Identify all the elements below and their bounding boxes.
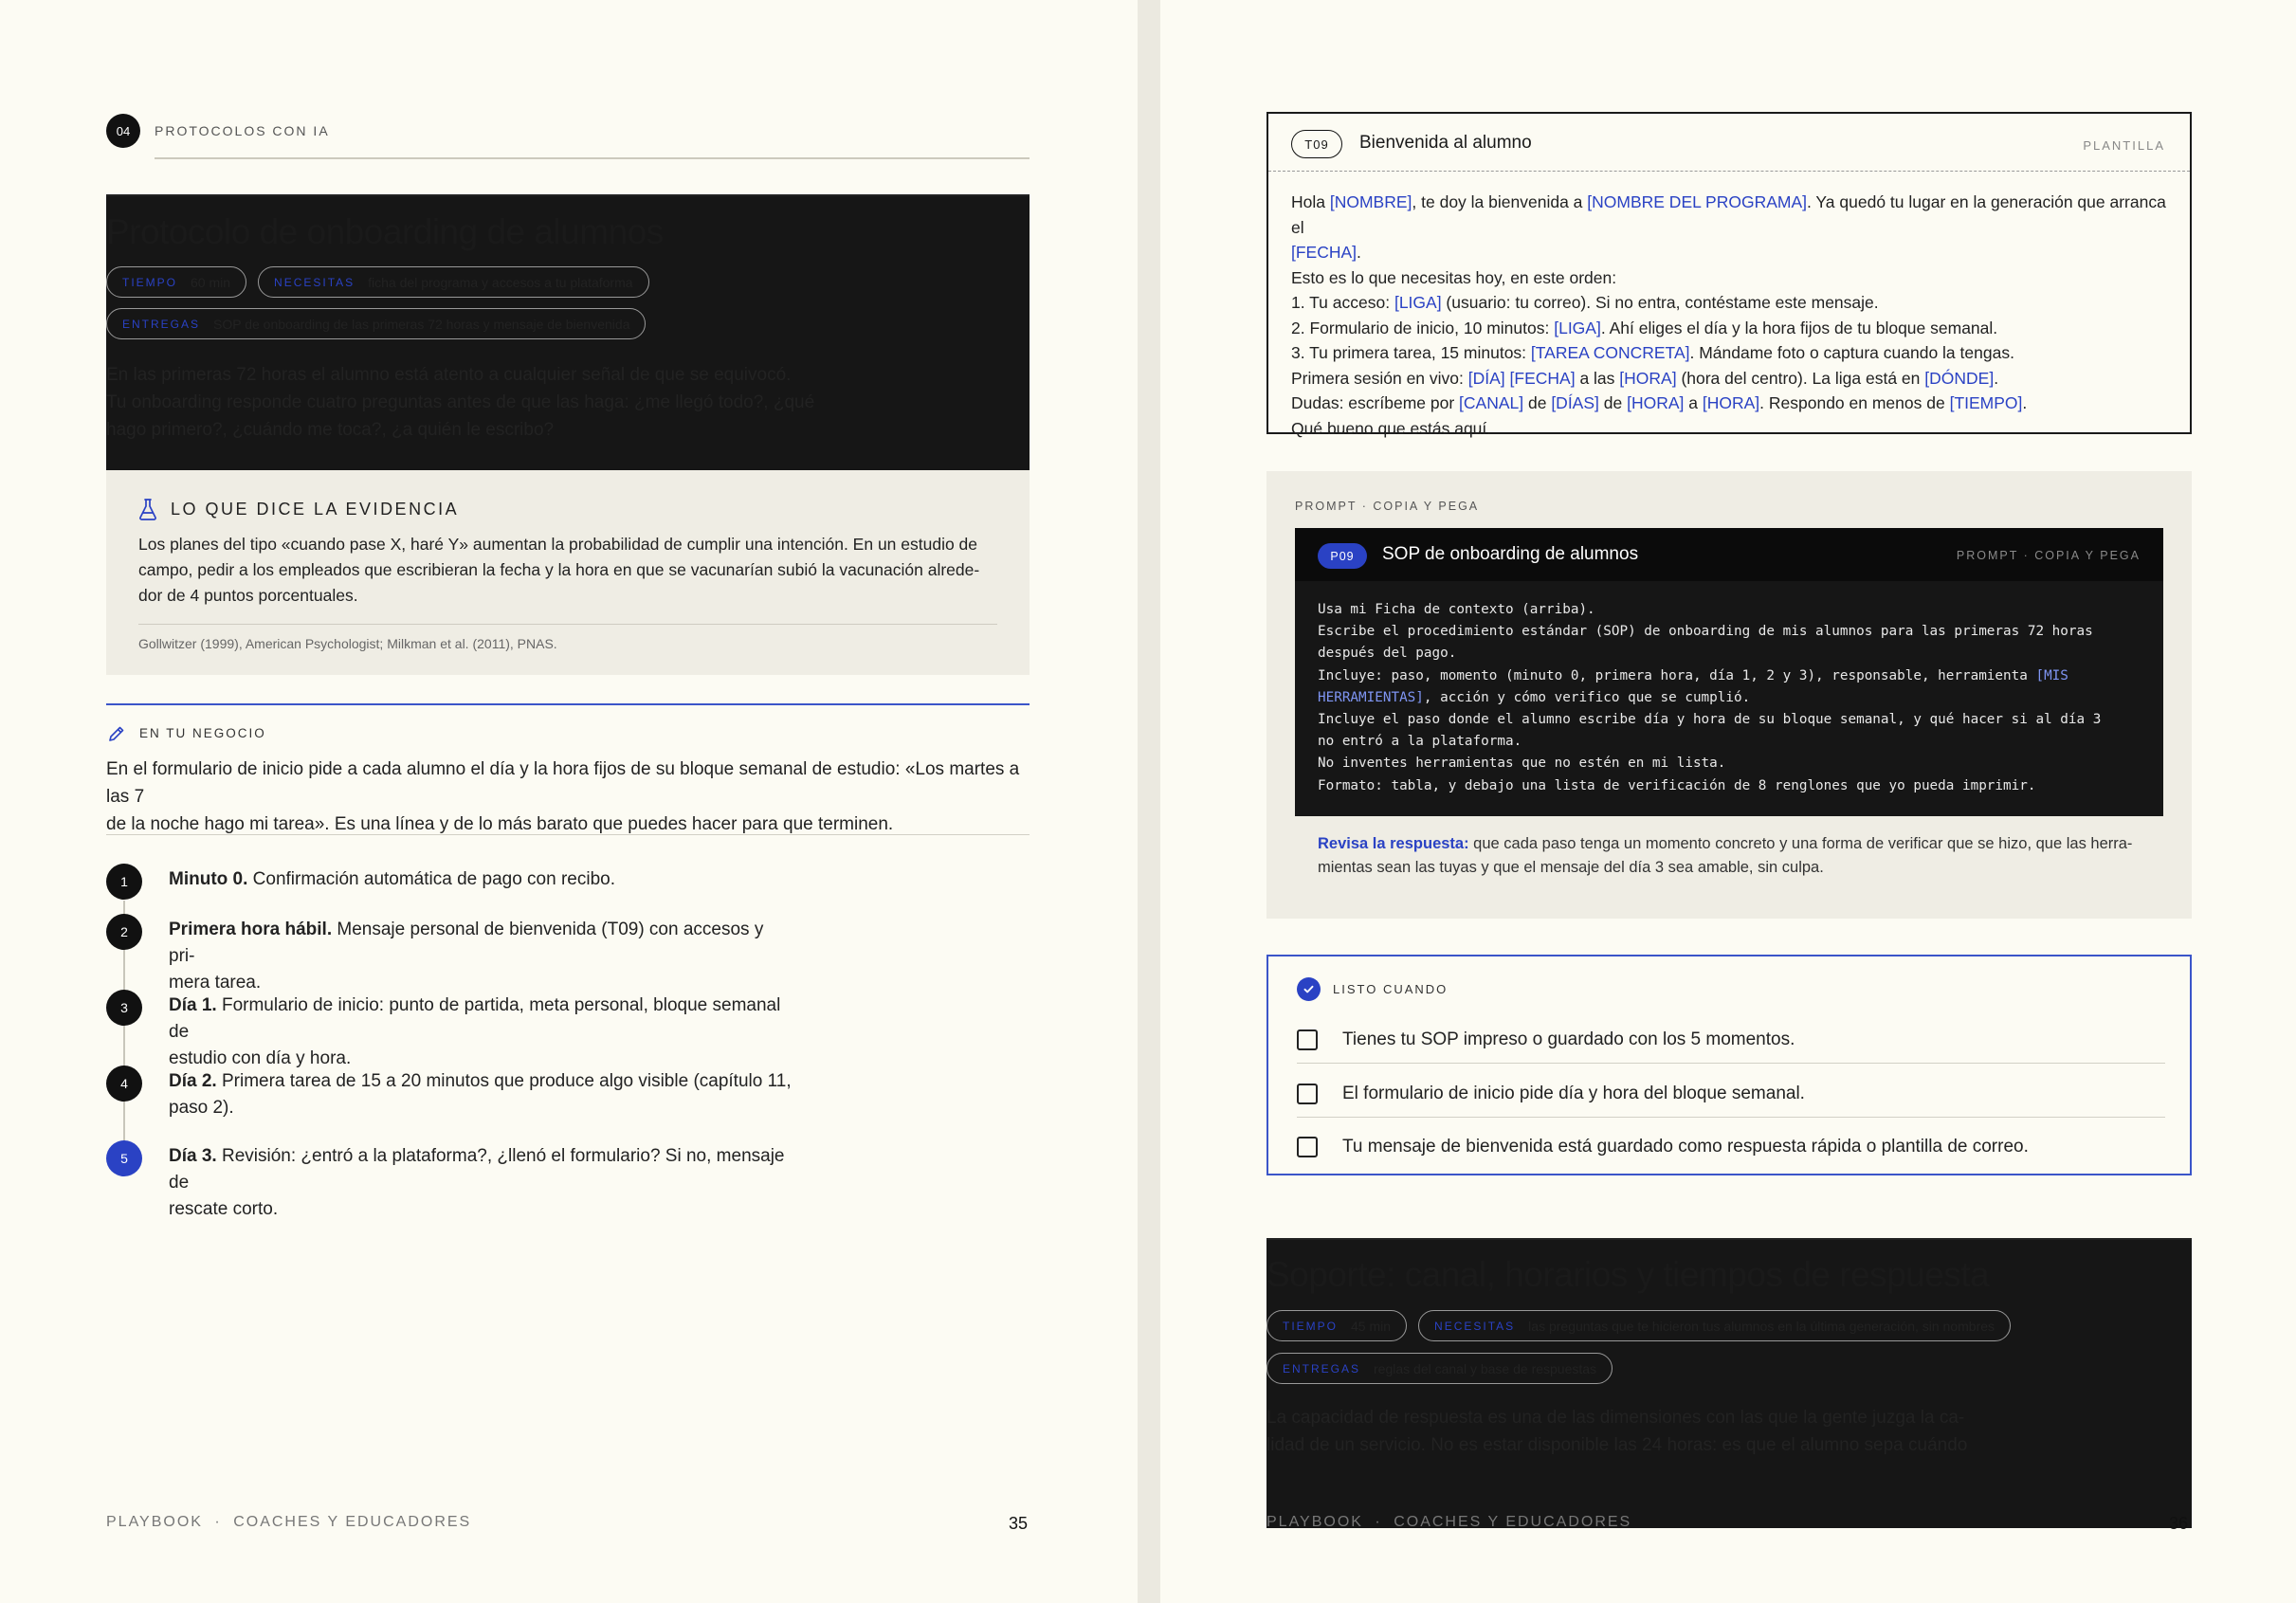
placeholder: [MIS	[2035, 667, 2068, 683]
page-number: 35	[1009, 1514, 1029, 1533]
template-title: Bienvenida al alumno	[1359, 133, 1532, 153]
placeholder: [FECHA]	[1291, 243, 1358, 262]
left-page	[0, 0, 1138, 1603]
chip-key: ENTREGAS	[122, 317, 201, 331]
chip-row-1	[106, 266, 649, 298]
text-run: Usa mi Ficha de contexto (arriba).	[1318, 602, 1595, 617]
text-run: Esto es lo que necesitas hoy, en este orden:	[1291, 267, 1617, 287]
intro-line: En las primeras 72 horas el alumno está atento a cualquier señal de que se equivocó.	[106, 365, 792, 385]
prompt-header	[1295, 528, 2163, 581]
placeholder: [FECHA]	[1509, 368, 1576, 388]
checklist-item-label: Tu mensaje de bienvenida está guardado como respuesta rápida o plantilla de correo.	[1342, 1137, 2029, 1157]
step-number: 1	[106, 864, 142, 900]
placeholder: [HORA]	[1627, 393, 1685, 412]
text-run: 1. Tu acceso:	[1291, 293, 1394, 312]
review-line: mientas sean las tuyas y que el mensaje del día 3 sea amable, sin culpa.	[1318, 859, 1824, 876]
flask-icon	[138, 498, 157, 520]
step-line: mera tarea.	[169, 973, 262, 993]
template-line	[1291, 290, 2182, 316]
step-bold: Primera hora hábil.	[169, 920, 333, 939]
evidence-box	[106, 470, 1030, 675]
step-text	[169, 990, 794, 1072]
text-run: de	[1598, 393, 1628, 412]
step-item	[106, 1140, 794, 1223]
text-run: .	[1357, 243, 1361, 262]
step-line: Mensaje personal de bienvenida (T09) con accesos y pri-	[169, 920, 764, 966]
text-run: no entró a la plataforma.	[1318, 734, 1522, 750]
page-number: 36	[2169, 1514, 2189, 1533]
section-intro-line: lidad de un servicio. No es estar disponible las 24 horas: es que el alumno sepa cuándo	[1266, 1435, 1968, 1455]
placeholder: [HORA]	[1619, 368, 1677, 388]
prompt-body[interactable]	[1318, 599, 2152, 797]
chip-value: las preguntas que te hicieron tus alumnos en la última generación, sin nombres	[1528, 1318, 1995, 1334]
prompt-line	[1318, 665, 2152, 687]
right-page	[1160, 0, 2296, 1603]
prompt-card	[1295, 528, 2163, 816]
chip-key: TIEMPO	[122, 275, 178, 289]
intro-line: hago primero?, ¿cuándo me toca?, ¿a quién le escribo?	[106, 420, 555, 440]
step-bold: Día 2.	[169, 1071, 217, 1091]
checklist-item[interactable]	[1297, 1013, 2165, 1066]
text-run: 3. Tu primera tarea, 15 minutos:	[1291, 343, 1531, 362]
step-line: Primera tarea de 15 a 20 minutos que produce algo visible (capítulo 11,	[216, 1071, 792, 1091]
text-run: No inventes herramientas que no estén en mi lista.	[1318, 756, 1726, 772]
placeholder: [DÓNDE]	[1924, 368, 1995, 388]
step-item	[106, 864, 794, 900]
placeholder: [TAREA CONCRETA]	[1530, 343, 1690, 362]
footer-sep: ·	[1375, 1514, 1382, 1530]
footer-left	[1266, 1514, 1631, 1531]
template-line	[1291, 366, 2182, 392]
step-item	[106, 914, 794, 996]
checklist-label: LISTO CUANDO	[1333, 982, 1449, 996]
chip-entregas	[1266, 1353, 1613, 1384]
chip-necesitas	[258, 266, 649, 298]
checkbox[interactable]	[1297, 1137, 1318, 1157]
checklist-divider	[1297, 1063, 2165, 1064]
ready-checklist	[1266, 955, 2192, 1175]
footer-brand: PLAYBOOK	[106, 1514, 203, 1530]
placeholder: [HORA]	[1702, 393, 1760, 412]
chip-value: 45 min	[1351, 1318, 1392, 1334]
step-line: estudio con día y hora.	[169, 1048, 352, 1068]
checklist-item-label: Tienes tu SOP impreso o guardado con los 5 momentos.	[1342, 1029, 1795, 1049]
section-chip-row-1	[1266, 1310, 2011, 1341]
text-run: Hola	[1291, 192, 1330, 211]
prompt-panel-label: PROMPT · COPIA Y PEGA	[1295, 500, 1480, 513]
business-line: En el formulario de inicio pide a cada alumno el día y la hora fijos de su bloque semanal de estudio: «Los martes a las 7	[106, 759, 1020, 807]
placeholder: [LIGA]	[1394, 293, 1442, 312]
step-line: paso 2).	[169, 1098, 234, 1118]
step-bold: Minuto 0.	[169, 869, 248, 889]
checklist-item-label: El formulario de inicio pide día y hora del bloque semanal.	[1342, 1084, 1805, 1103]
text-run: .	[2022, 393, 2028, 412]
checklist-item[interactable]	[1297, 1067, 2165, 1120]
checkbox[interactable]	[1297, 1084, 1318, 1104]
template-body	[1291, 190, 2182, 441]
chapter-rule	[155, 157, 1030, 159]
footer-section: COACHES Y EDUCADORES	[1394, 1514, 1632, 1530]
text-run: después del pago.	[1318, 646, 1457, 662]
prompt-panel	[1266, 471, 2192, 919]
text-run: . Ya quedó tu lugar en la generación que arranca el	[1291, 192, 2166, 237]
template-line	[1291, 316, 2182, 341]
pencil-icon	[108, 725, 125, 742]
evidence-body	[138, 532, 1011, 609]
section-intro-line: La capacidad de respuesta es una de las dimensiones con las que la gente juzga la ca-	[1266, 1408, 1965, 1428]
step-item	[106, 990, 794, 1072]
placeholder: HERRAMIENTAS]	[1318, 689, 1424, 705]
evidence-title: LO QUE DICE LA EVIDENCIA	[171, 500, 460, 519]
intro-paragraph	[106, 361, 959, 444]
checkbox[interactable]	[1297, 1029, 1318, 1050]
step-text	[169, 914, 794, 996]
placeholder: [DÍAS]	[1551, 393, 1599, 412]
review-label: Revisa la respuesta:	[1318, 835, 1469, 852]
placeholder: [LIGA]	[1554, 318, 1601, 337]
business-rule	[106, 703, 1030, 705]
business-label: EN TU NEGOCIO	[139, 726, 266, 740]
prompt-code-badge: P09	[1318, 543, 1367, 569]
chip-row-2	[106, 308, 646, 339]
chapter-number-badge: 04	[106, 114, 140, 148]
template-card	[1266, 112, 2192, 438]
chip-key: TIEMPO	[1283, 1319, 1339, 1333]
step-number: 4	[106, 1066, 142, 1102]
text-run: Primera sesión en vivo:	[1291, 368, 1468, 388]
evidence-line: dor de 4 puntos porcentuales.	[138, 586, 358, 605]
text-run: , acción y cómo verifico que se cumplió.	[1423, 689, 1751, 705]
intro-line: Tu onboarding responde cuatro preguntas antes de que las haga: ¿me llegó todo?, ¿qué	[106, 392, 815, 412]
prompt-line	[1318, 687, 2152, 709]
footer-sep: ·	[214, 1514, 222, 1530]
chip-entregas	[106, 308, 646, 339]
text-run: (usuario: tu correo). Si no entra, contéstame este mensaje.	[1441, 293, 1879, 312]
footer-left	[106, 1514, 471, 1531]
footer-section: COACHES Y EDUCADORES	[233, 1514, 472, 1530]
prompt-line	[1318, 775, 2152, 797]
placeholder: [TIEMPO]	[1949, 393, 2023, 412]
step-item	[106, 1066, 794, 1121]
business-body	[106, 756, 1045, 838]
step-bold: Día 3.	[169, 1146, 217, 1166]
text-run: . Respondo en menos de	[1759, 393, 1950, 412]
step-text	[169, 1066, 794, 1121]
page-title: Protocolo de onboarding de alumnos	[106, 212, 664, 251]
step-line: Revisión: ¿entró a la plataforma?, ¿llenó el formulario? Si no, mensaje de	[169, 1146, 785, 1193]
section-chip-row-2	[1266, 1353, 1613, 1384]
text-run: Escribe el procedimiento estándar (SOP) de onboarding de mis alumnos para las primeras 72 horas	[1318, 624, 2093, 640]
text-run: . Ahí eliges el día y la hora fijos de tu bloque semanal.	[1600, 318, 1998, 337]
template-divider	[1268, 171, 2190, 172]
template-line	[1291, 340, 2182, 366]
template-line	[1291, 391, 2182, 416]
placeholder: [NOMBRE DEL PROGRAMA]	[1587, 192, 1808, 211]
chip-tiempo	[106, 266, 246, 298]
step-line: rescate corto.	[169, 1199, 279, 1219]
chip-value: SOP de onboarding de las primeras 72 horas y mensaje de bienvenida	[213, 316, 630, 332]
step-number: 2	[106, 914, 142, 950]
template-line	[1291, 416, 2182, 442]
prompt-line	[1318, 709, 2152, 731]
placeholder: [DÍA]	[1467, 368, 1505, 388]
prompt-line	[1318, 621, 2152, 643]
text-run: , te doy la bienvenida a	[1412, 192, 1588, 211]
step-text	[169, 864, 794, 900]
template-line	[1291, 265, 2182, 291]
text-run: Incluye: paso, momento (minuto 0, primera hora, día 1, 2 y 3), responsable, herramienta	[1318, 667, 2036, 683]
text-run: a las	[1575, 368, 1620, 388]
chip-key: NECESITAS	[1434, 1319, 1516, 1333]
text-run: a	[1684, 393, 1703, 412]
prompt-line	[1318, 731, 2152, 753]
checklist-divider	[1297, 1117, 2165, 1118]
chip-value: reglas del canal y base de respuestas	[1374, 1360, 1597, 1376]
review-line: que cada paso tenga un momento concreto y una forma de verificar que se hizo, que las herra-	[1468, 835, 2133, 852]
step-line: Formulario de inicio: punto de partida, meta personal, bloque semanal de	[169, 995, 781, 1042]
prompt-kind: PROMPT · COPIA Y PEGA	[1956, 549, 2141, 562]
check-circle-icon	[1297, 977, 1321, 1001]
text-run: Formato: tabla, y debajo una lista de verificación de 8 renglones que yo pueda imprimir.	[1318, 777, 2036, 793]
text-run: . Mándame foto o captura cuando la tengas.	[1689, 343, 2014, 362]
prompt-line	[1318, 753, 2152, 774]
template-kind: PLANTILLA	[2083, 138, 2165, 153]
footer-brand: PLAYBOOK	[1266, 1514, 1363, 1530]
placeholder: [CANAL]	[1459, 393, 1524, 412]
template-line	[1291, 240, 2182, 265]
text-run: Incluye el paso donde el alumno escribe día y hora de su bloque semanal, y qué hacer si al día 3	[1318, 712, 2102, 728]
prompt-line	[1318, 643, 2152, 665]
evidence-line: campo, pedir a los empleados que escribieran la fecha y la hora en que se vacunarían subió la vacunación alrede-	[138, 560, 980, 579]
text-run: Dudas: escríbeme por	[1291, 393, 1460, 412]
text-run: de	[1523, 393, 1552, 412]
text-run: Qué bueno que estás aquí.	[1291, 418, 1492, 438]
text-run: .	[1994, 368, 1999, 388]
prompt-title: SOP de onboarding de alumnos	[1382, 544, 1639, 564]
steps-rule	[106, 834, 1030, 835]
step-bold: Día 1.	[169, 995, 217, 1015]
evidence-divider	[138, 624, 997, 625]
placeholder: [NOMBRE]	[1329, 192, 1412, 211]
chip-value: 60 min	[191, 274, 231, 290]
step-number: 5	[106, 1140, 142, 1176]
chip-key: ENTREGAS	[1283, 1361, 1361, 1375]
checklist-item[interactable]	[1297, 1120, 2165, 1174]
section-intro	[1266, 1404, 2120, 1459]
text-run: 2. Formulario de inicio, 10 minutos:	[1291, 318, 1555, 337]
evidence-citation: Gollwitzer (1999), American Psychologist; Milkman et al. (2011), PNAS.	[138, 636, 557, 651]
evidence-line: Los planes del tipo «cuando pase X, haré Y» aumentan la probabilidad de cumplir una intención. En un estudio de	[138, 535, 978, 554]
business-line: de la noche hago mi tarea». Es una línea y de lo más barato que puedes hacer para que terminen.	[106, 814, 894, 834]
chip-value: ficha del programa y accesos a tu plataforma	[368, 274, 633, 290]
chip-key: NECESITAS	[274, 275, 355, 289]
step-number: 3	[106, 990, 142, 1026]
step-text	[169, 1140, 794, 1223]
template-line	[1291, 190, 2182, 240]
chip-tiempo	[1266, 1310, 1407, 1341]
text-run: (hora del centro). La liga está en	[1676, 368, 1925, 388]
chapter-label: PROTOCOLOS CON IA	[155, 123, 330, 138]
prompt-review	[1318, 832, 2152, 880]
step-line: Confirmación automática de pago con recibo.	[247, 869, 615, 889]
chip-necesitas	[1418, 1310, 2011, 1341]
prompt-line	[1318, 599, 2152, 621]
template-code-badge: T09	[1291, 130, 1342, 158]
section-title: Soporte: canal, horarios y tiempos de respuesta	[1266, 1255, 1990, 1294]
